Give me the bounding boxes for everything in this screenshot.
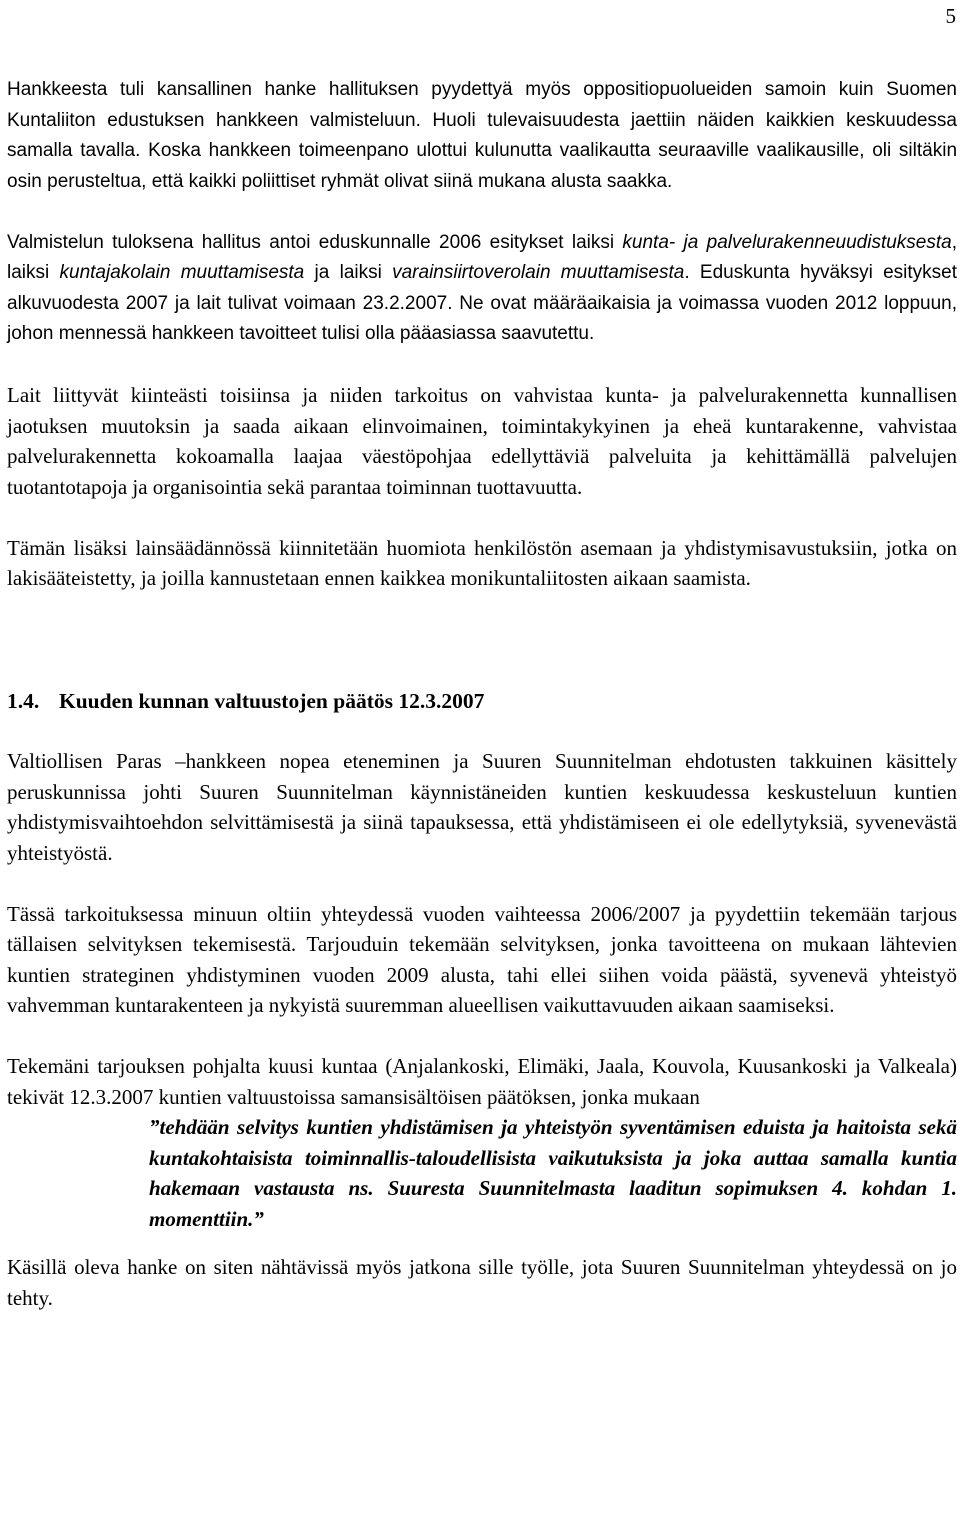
paragraph-text: Koska hankkeen toimeenpano ulottui kulunutta vaalikautta seuraaville vaalikausille, oli siltäkin osin perusteltua, että kaikki poliittiset ryhmät olivat siinä mukana alusta saakka. — [7, 140, 958, 192]
decision-quote: ”tehdään selvitys kuntien yhdistämisen ja yhteistyön syventämisen eduista ja haitoista sekä kuntakohtaisista toiminnallis-taloudellisista vaikutuksista ja joka auttaa samalla kuntia hakemaan vastausta ns. Suuresta Suunnitelmasta laaditun sopimuksen 4. kohdan 1. momenttiin.” — [149, 1115, 957, 1231]
law-title: varainsiirtoverolain muuttamisesta — [392, 262, 685, 283]
law-title: kuntajakolain muuttamisesta — [59, 262, 305, 283]
paragraph-legislation — [7, 228, 957, 350]
paragraph-decision: Tekemäni tarjouksen pohjalta kuusi kuntaa (Anjalankoski, Elimäki, Jaala, Kouvola, Kuusankoski ja Valkeala) tekivät 12.3.2007 kuntien valtuustoissa samansisältöisen päätöksen, jonka mukaan — [7, 1054, 957, 1109]
paragraph-national-project — [7, 75, 957, 197]
paragraph-personnel: Tämän lisäksi lainsäädännössä kiinnitetään huomiota henkilöstön asemaan ja yhdistymisavustuksiin, jotka on lakisääteistetty, ja joilla kannustetaan ennen kaikkea monikuntaliitosten aikaan saamista. — [7, 535, 957, 590]
paragraph-text: , laiksi — [7, 231, 957, 283]
document-body — [7, 75, 957, 1313]
paragraph-text: . Eduskunta hyväksyi esitykset alkuvuodesta 2007 ja lait tulivat voimaan 23.2.2007. Ne ovat määräaikaisia ja voimassa vuoden 2012 loppuun, johon mennessä hankkeen tavoitteet tulisi olla pääasiassa saavutettu. — [7, 262, 957, 344]
paragraph-continuation: Käsillä oleva hanke on siten nähtävissä myös jatkona sille työlle, jota Suuren Suunnitelman yhteydessä on jo tehty. — [7, 1255, 957, 1310]
paragraph-offer: Tässä tarkoituksessa minuun oltiin yhteydessä vuoden vaihteessa 2006/2007 ja pyydettiin tekemään tarjous tällaisen selvityksen tekemisestä. Tarjouduin tekemään selvityksen, jonka tavoitteena on mukaan lähtevien kuntien strateginen yhdistyminen vuoden 2009 alusta, tahi ellei siihen voida päästä, syvenevä yhteistyö vahvemman kuntarakenteen ja nykyistä suuremman alueellisen vaikuttavuuden aikaan saamiseksi. — [7, 901, 957, 1017]
paragraph-text: Hankkeesta tuli kansallinen hanke hallituksen pyydettyä myös oppositiopuolueiden samoin kuin Suomen Kuntaliiton edustuksen hankkeen valmisteluun. Huoli tulevaisuudesta jaettiin näiden kaikkien keskuudessa samalla tavalla. — [7, 79, 957, 161]
law-title: kunta- ja palvelurakenneuudistuksesta — [622, 231, 952, 253]
section-number: 1.4. — [7, 688, 40, 713]
section-heading — [7, 686, 957, 716]
paragraph-text: Valmistelun tuloksena hallitus antoi eduskunnalle 2006 esitykset laiksi — [7, 231, 615, 253]
paragraph-law-purpose: Lait liittyvät kiinteästi toisiinsa ja niiden tarkoitus on vahvistaa kunta- ja palvelurakennetta kunnallisen jaotuksen muutoksin ja saada aikaan elinvoimainen, toimintakykyinen ja eheä kuntarakenne, vahvistaa palvelurakennetta kokoamalla laajaa väestöpohjaa edellyttäviä palveluita ja kehittämällä palvelujen tuotantotapoja ja organisointia sekä parantaa toiminnan tuottavuutta. — [7, 383, 957, 499]
page-number: 5 — [945, 4, 956, 28]
section-title: Kuuden kunnan valtuustojen päätös 12.3.2007 — [59, 688, 485, 713]
paragraph-text: ja laiksi — [314, 262, 382, 283]
paragraph-paras-project: Valtiollisen Paras –hankkeen nopea eteneminen ja Suuren Suunnitelman ehdotusten takkuinen käsittely peruskunnissa johti Suuren Suunnitelman käynnistäneiden kuntien keskuudessa keskusteluun kuntien yhdistymisvaihtoehdon selvittämisestä ja siinä tapauksessa, että yhdistämiseen ei ole edellytyksiä, syvenevästä yhteistyöstä. — [7, 749, 957, 865]
